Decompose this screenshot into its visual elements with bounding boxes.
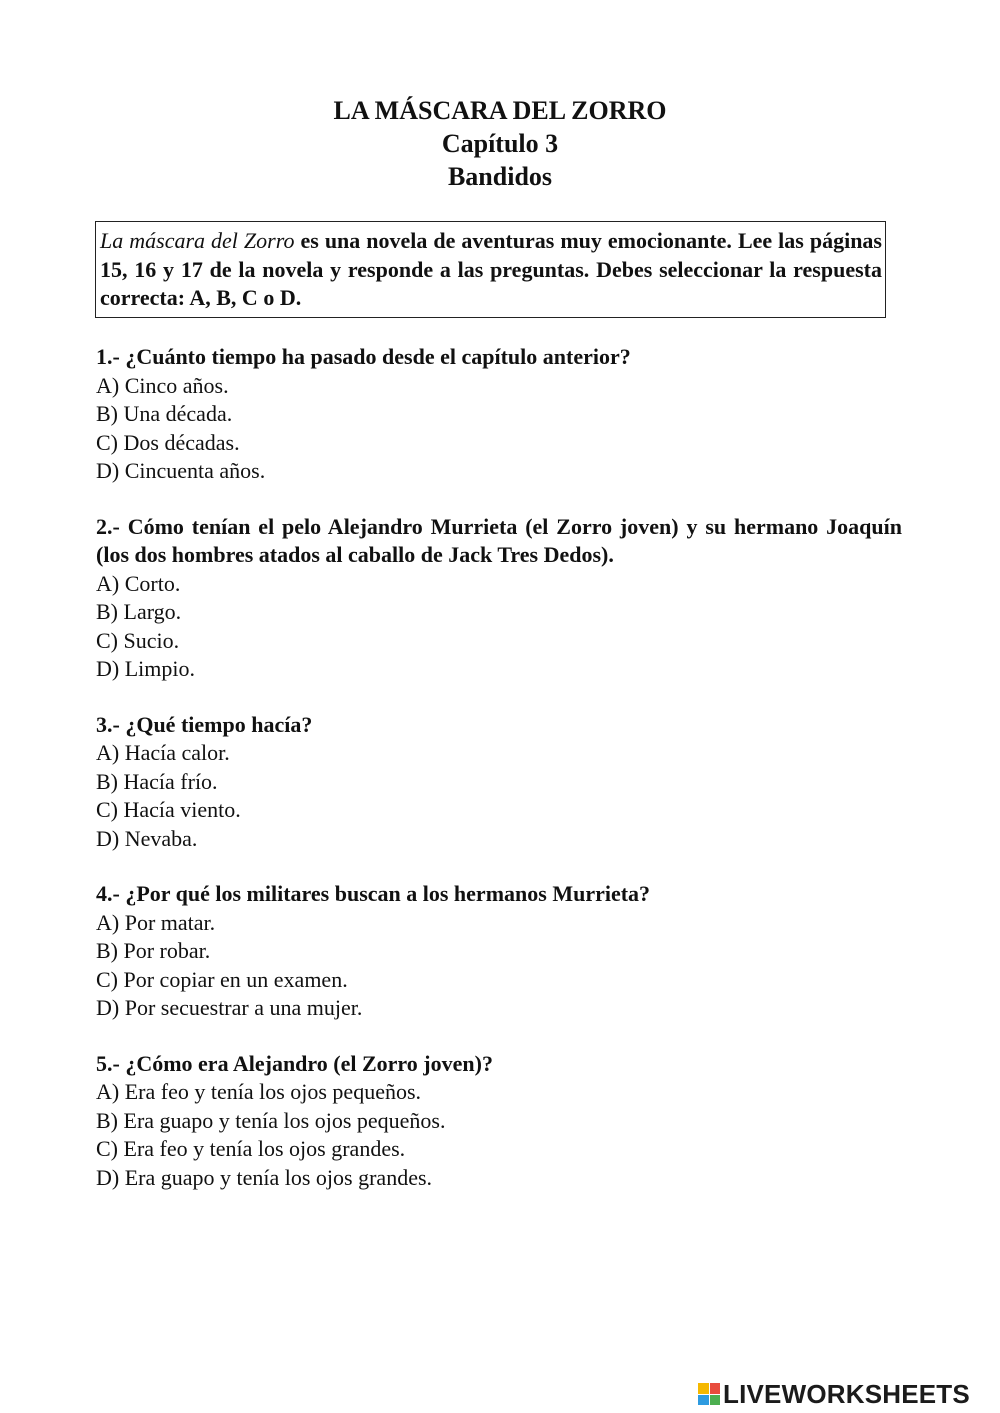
question-1 xyxy=(96,343,902,486)
question-text: 4.- ¿Por qué los militares buscan a los hermanos Murrieta? xyxy=(96,881,651,906)
question-4 xyxy=(96,880,902,1023)
answer-option[interactable]: B) Una década. xyxy=(96,401,233,426)
answer-option[interactable]: B) Largo. xyxy=(96,599,182,624)
logo-cubes-icon xyxy=(698,1383,720,1405)
answer-option[interactable]: C) Era feo y tenía los ojos grandes. xyxy=(96,1136,406,1161)
title-block xyxy=(0,94,1000,193)
book-title: La máscara del Zorro xyxy=(100,228,295,253)
answer-option[interactable]: D) Cincuenta años. xyxy=(96,458,266,483)
answer-option[interactable]: A) Era feo y tenía los ojos pequeños. xyxy=(96,1079,422,1104)
answer-option[interactable]: B) Por robar. xyxy=(96,938,211,963)
answer-option[interactable]: C) Hacía viento. xyxy=(96,797,241,822)
chapter-label: Capítulo 3 xyxy=(441,129,559,158)
chapter-subtitle: Bandidos xyxy=(447,162,553,191)
answer-option[interactable]: B) Hacía frío. xyxy=(96,768,218,794)
answer-option[interactable]: C) Sucio. xyxy=(96,627,180,653)
question-text: 1.- ¿Cuánto tiempo ha pasado desde el capítulo anterior? xyxy=(96,344,631,369)
question-text: 3.- ¿Qué tiempo hacía? xyxy=(96,711,313,737)
question-text: 2.- Cómo tenían el pelo Alejandro Murrieta (el Zorro joven) y su hermano Joaquín (los dos hombres atados al caballo de Jack Tres Dedos). xyxy=(96,513,902,567)
answer-option[interactable]: D) Limpio. xyxy=(96,656,195,681)
question-5 xyxy=(96,1050,902,1193)
questions-list xyxy=(96,343,902,1219)
question-3 xyxy=(96,711,902,854)
answer-option[interactable]: C) Por copiar en un examen. xyxy=(96,966,348,992)
logo-text: LIVEWORKSHEETS xyxy=(723,1378,970,1409)
instructions-text: es una novela de aventuras muy emocionante. Lee las páginas 15, 16 y 17 de la novela y responde a las preguntas. Debes seleccionar la respuesta correcta: A, B, C o D. xyxy=(100,228,882,310)
answer-option[interactable]: A) Hacía calor. xyxy=(96,740,230,765)
answer-option[interactable]: D) Por secuestrar a una mujer. xyxy=(96,995,363,1020)
answer-option[interactable]: B) Era guapo y tenía los ojos pequeños. xyxy=(96,1107,446,1133)
instructions-box xyxy=(95,221,886,318)
answer-option[interactable]: A) Por matar. xyxy=(96,909,216,935)
answer-option[interactable]: D) Era guapo y tenía los ojos grandes. xyxy=(96,1164,433,1190)
page-title: LA MÁSCARA DEL ZORRO xyxy=(333,96,667,125)
question-text: 5.- ¿Cómo era Alejandro (el Zorro joven)? xyxy=(96,1050,493,1076)
answer-option[interactable]: C) Dos décadas. xyxy=(96,429,240,455)
liveworksheets-logo xyxy=(698,1379,970,1409)
question-2 xyxy=(96,513,902,684)
answer-option[interactable]: A) Corto. xyxy=(96,570,181,596)
answer-option[interactable]: A) Cinco años. xyxy=(96,372,229,398)
answer-option[interactable]: D) Nevaba. xyxy=(96,825,198,851)
